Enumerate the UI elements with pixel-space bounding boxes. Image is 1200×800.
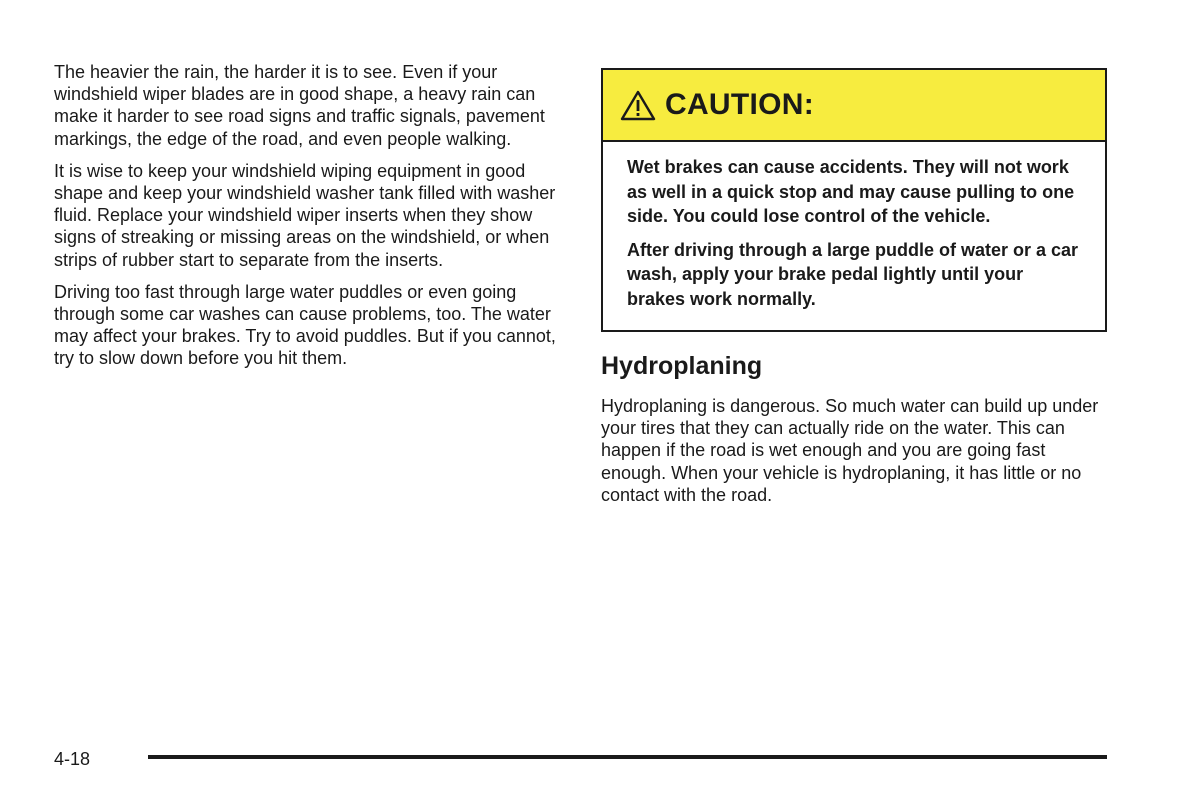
section-heading-hydroplaning: Hydroplaning xyxy=(601,352,763,380)
warning-triangle-icon xyxy=(620,89,656,121)
right-column xyxy=(601,68,1107,516)
body-paragraph: It is wise to keep your windshield wiping equipment in good shape and keep your windshield washer tank filled with washer fluid. Replace your windshield wiper inserts when they show signs of streaking or missing areas on the windshield, or when strips of rubber start to separate from the inserts. xyxy=(54,160,556,270)
caution-title: CAUTION: xyxy=(665,88,815,121)
left-column xyxy=(54,61,566,380)
caution-box xyxy=(601,68,1107,332)
body-paragraph: Hydroplaning is dangerous. So much water can build up under your tires that they can actually ride on the water. This can happen if the road is wet enough and you are going fast enough. When your vehicle is hydroplaning, it has little or no contact with the road. xyxy=(601,396,1099,505)
footer-rule xyxy=(148,755,1107,759)
caution-paragraph: After driving through a large puddle of water or a car wash, apply your brake pedal lightly until your brakes work normally. xyxy=(627,239,1079,309)
caution-header xyxy=(603,70,1105,142)
caution-body xyxy=(603,142,1105,330)
body-paragraph: The heavier the rain, the harder it is to see. Even if your windshield wiper blades are in good shape, a heavy rain can make it harder to see road signs and traffic signals, pavement markings, the edge of the road, and even people walking. xyxy=(54,62,545,149)
page-number: 4-18 xyxy=(54,749,91,769)
body-paragraph: Driving too fast through large water puddles or even going through some car washes can cause problems, too. The water may affect your brakes. Try to avoid puddles. But if you cannot, try to slow down before you hit them. xyxy=(54,281,556,369)
caution-paragraph: Wet brakes can cause accidents. They will not work as well in a quick stop and may cause pulling to one side. You could lose control of the vehicle. xyxy=(627,157,1075,226)
